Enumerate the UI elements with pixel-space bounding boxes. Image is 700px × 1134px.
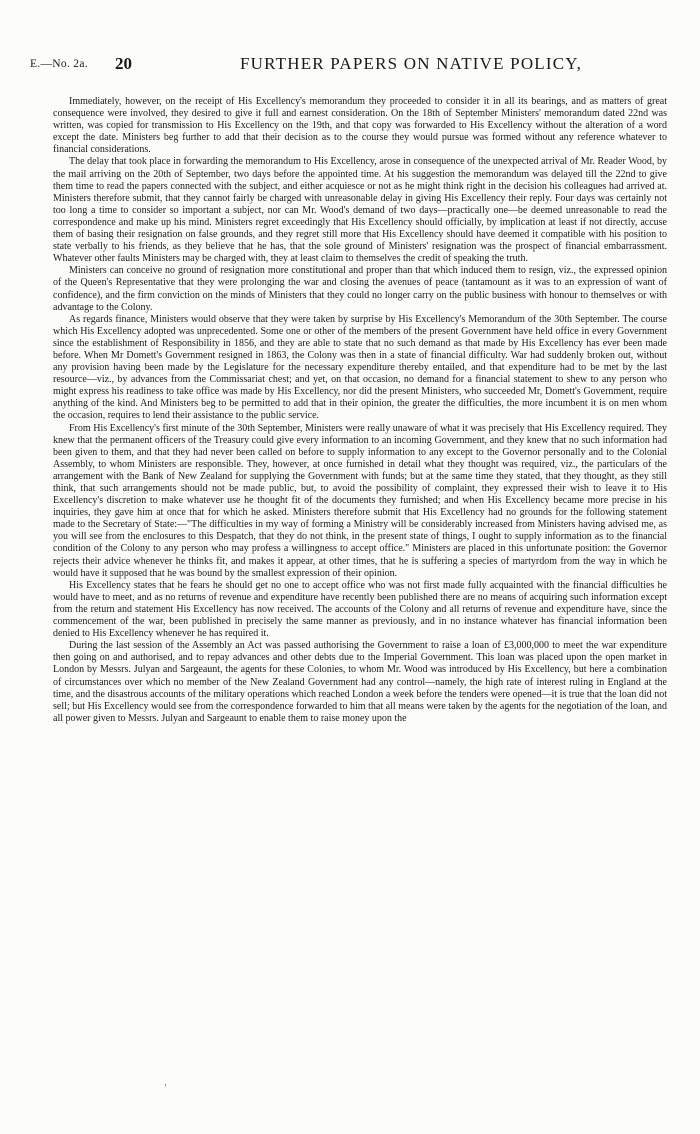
document-reference: E.—No. 2a. <box>30 58 88 70</box>
page-number: 20 <box>115 54 132 73</box>
paragraph: As regards finance, Ministers would observe that they were taken by surprise by His Excellency's Memorandum of the 30th September. The course which His Excellency adopted was unprecedented. Some one or other of the members of the present Government have held office in every Government since the establishment of Responsibility in 1856, and they are able to state that no such demand as that made by His Excellency has ever been made before. When Mr Domett's Government resigned in 1863, the Colony was then in a state of financial difficulty. War had suddenly broken out, without any provision having been made by the Legislature for the necessary expenditure thereby entailed, and that expenditure had to be met by the last resource—viz., by advances from the Commissariat chest; and yet, on that occasion, no demand for a financial statement to shew to any person who might express his readiness to take office was made by His Excellency, nor did the present Ministers, who succeeded Mr, Domett's Government, require anything of the kind. And Ministers beg to be permitted to add that in their opinion, the greater the difficulties, the more incumbent it is on men whom the occasion, requires to lend their assistance to the public service. <box>53 313 667 422</box>
page-header <box>30 54 670 76</box>
running-title: FURTHER PAPERS ON NATIVE POLICY, <box>240 54 583 73</box>
paragraph: The delay that took place in forwarding the memorandum to His Excellency, arose in consequence of the unexpected arrival of Mr. Reader Wood, by the mail arriving on the 20th of September, two days before the appointed time. At his suggestion the memorandum was delayed till the 22nd to give them time to read the papers connected with the subject, and either acquiesce or not as he might think right in the decision his colleagues had arrived at. Ministers therefore submit, that they cannot fairly be charged with unreasonable delay in giving His Excellency their reply. Four days was certainly not too long a time to consider so important a subject, nor can Mr. Wood's demand of two days—practically one—be deemed unreasonable to read the correspondence and make up his mind. Ministers regret exceedingly that His Excellency should officially, by implication at least if not directly, accuse them of basing their resignation on false grounds, and they regret still more that His Excellency should have deemed it compatible with his position to state verbally to his friends, as they believe that he has, that the sole ground of Ministers' resignation was the prospect of financial embarrassment. Whatever other faults Ministers may be charged with, they at least claim to themselves the credit of speaking the truth. <box>53 156 667 265</box>
paragraph: Immediately, however, on the receipt of His Excellency's memorandum they proceeded to consider it in all its bearings, and as matters of great consequence were involved, they desired to give it full and earnest consideration. On the 18th of September Ministers' memorandum dated 22nd was written, was copied for transmission to His Excellency on the 19th, and that copy was forwarded to His Excellency without the alteration of a word except the date. Ministers beg further to add that their decision as to the course they would pursue was formed without any reference whatever to financial considerations. <box>53 96 667 156</box>
paragraph: Ministers can conceive no ground of resignation more constitutional and proper than that which induced them to resign, viz., the expressed opinion of the Queen's Representative that they were prolonging the war and closing the avenues of peace (tantamount as it was to an expression of want of confidence), and the firm conviction on the minds of Ministers that they could no longer carry on the public business with honour to themselves or with advantage to the Colony. <box>53 265 667 313</box>
body-text <box>53 96 667 725</box>
footer-mark: ‘ <box>164 1082 167 1092</box>
paragraph: During the last session of the Assembly an Act was passed authorising the Government to raise a loan of £3,000,000 to meet the war expenditure then going on and authorised, and to repay advances and other debts due to the Imperial Government. This loan was placed upon the open market in London by Messrs. Julyan and Sargeaunt, the agents for these Colonies, to whom Mr. Wood was introduced by His Excellency, but here a combination of circumstances over which no member of the New Zealand Government had any control—namely, the high rate of interest ruling in England at the time, and the disastrous accounts of the military operations which reached London a week before the tenders were opened—it is true that the loan did not sell; but His Excellency would see from the correspondence forwarded to him that all means were taken by the agents for the negotiation of the loan, and all power given to Messrs. Julyan and Sargeaunt to enable them to raise money upon the <box>53 640 667 724</box>
paragraph: His Excellency states that he fears he should get no one to accept office who was not first made fully acquainted with the financial difficulties he would have to meet, and as no returns of revenue and expenditure have recently been published there are no means of acquiring such information except from the return and statement His Excellency has now received. The accounts of the Colony and all returns of revenue and expenditure have, since the commencement of the war, been published in precisely the same manner as previously, and in no instance whatever has financial information been denied to His Excellency whenever he has required it. <box>53 579 667 640</box>
paragraph: From His Excellency's first minute of the 30th September, Ministers were really unaware of what it was precisely that His Excellency required. They knew that the permanent officers of the Treasury could give every information to an incoming Government, and they knew that no such information had been given to them, and that they had never been called on before to supply information to any except to the Governor personally and to the Colonial Assembly, to whom Ministers are responsible. They, however, at once furnished in detail what they thought was required, viz., the particulars of the arrangement with the Bank of New Zealand for supplying the Government with funds; but at the same time they stated, that they thought, as they still think, that such arrangements should not be made public, but, to avoid the possibility of complaint, they expressed their wish to leave it to His Excellency's discretion to make whatever use he thought fit of the documents they furnished; and when His Excellency became more precise in his inquiries, they gave him at once that for which he asked. Ministers therefore submit that His Excellency had no grounds for the following statement made to the Secretary of State:—"The difficulties in my way of forming a Ministry will be considerably increased from Ministers having advised me, as you will see from the enclosures to this Despatch, that they do not think, in the present state of things, I ought to supply information as to the financial condition of the Colony to any person who may profess a willingness to accept office." Ministers are placed in this unfortunate position: the Governor rejects their advice whenever he thinks fit, and makes it appear, at other times, that he is suffering a species of martyrdom from the way in which he would have it supposed that he was bound by the smallest expression of their opinion. <box>53 422 667 579</box>
